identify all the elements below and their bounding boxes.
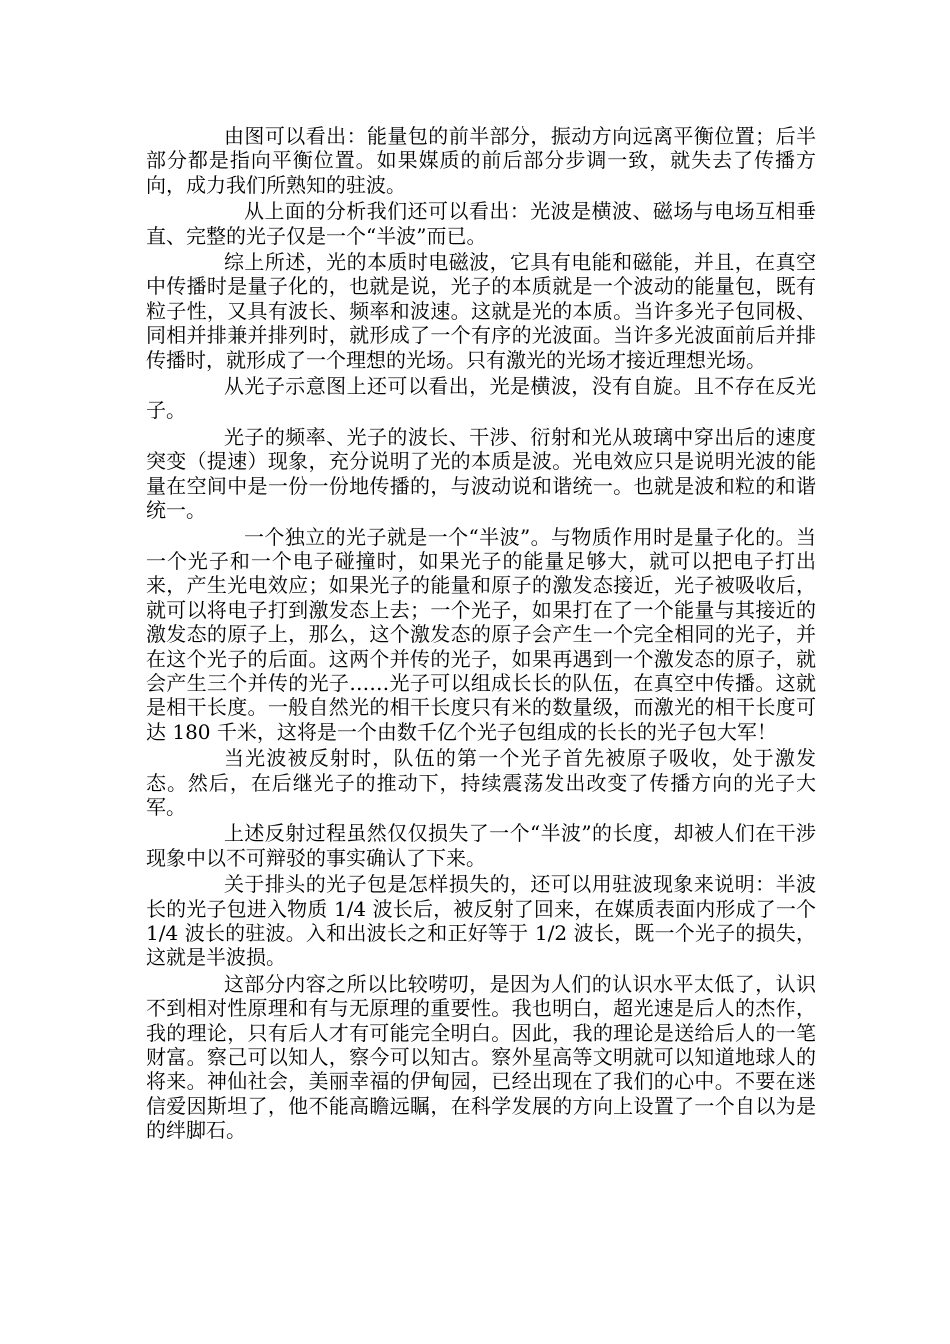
paragraph-5: 光子的频率、光子的波长、干涉、衍射和光从玻璃中穿出后的速度突变（提速）现象，充分说明了光的本质是波。光电效应只是说明光波的能量在空间中是一份一份地传播的，与波动说和谐统一。也就是波和粒的和谐统一。: [146, 424, 816, 523]
paragraph-8: 上述反射过程虽然仅仅损失了一个“半波”的长度，却被人们在干涉现象中以不可辩驳的事实确认了下来。: [146, 821, 816, 870]
paragraph-1: 由图可以看出：能量包的前半部分，振动方向远离平衡位置；后半部分都是指向平衡位置。如果媒质的前后部分步调一致，就失去了传播方向，成力我们所熟知的驻波。: [146, 124, 816, 197]
document-page: [146, 124, 816, 1143]
paragraph-7: 当光波被反射时，队伍的第一个光子首先被原子吸收，处于激发态。然后，在后继光子的推动下，持续震荡发出改变了传播方向的光子大军。: [146, 746, 816, 819]
paragraph-4: 从光子示意图上还可以看出，光是横波，没有自旋。且不存在反光子。: [146, 374, 816, 423]
paragraph-3: 综上所述，光的本质时电磁波，它具有电能和磁能，并且，在真空中传播时是量子化的，也就是说，光子的本质就是一个波动的能量包，既有粒子性，又具有波长、频率和波速。这就是光的本质。当许多光子包同极、同相并排兼并排列时，就形成了一个有序的光波面。当许多光波面前后并排传播时，就形成了一个理想的光场。只有激光的光场才接近理想光场。: [146, 250, 816, 372]
paragraph-9: 关于排头的光子包是怎样损失的，还可以用驻波现象来说明：半波长的光子包进入物质 1/4 波长后，被反射了回来，在媒质表面内形成了一个 1/4 波长的驻波。入和出波长之和正好等于 1/2 波长，既一个光子的损失，这就是半波损。: [146, 872, 816, 970]
paragraph-10: 这部分内容之所以比较唠叨，是因为人们的认识水平太低了，认识不到相对性原理和有与无原理的重要性。我也明白，超光速是后人的杰作，我的理论，只有后人才有可能完全明白。因此，我的理论是送给后人的一笔财富。察己可以知人，察今可以知古。察外星高等文明就可以知道地球人的将来。神仙社会，美丽幸福的伊甸园，已经出现在了我们的心中。不要在迷信爱因斯坦了，他不能高瞻远瞩，在科学发展的方向上设置了一个自以为是的绊脚石。: [146, 971, 816, 1143]
paragraph-6: 一个独立的光子就是一个“半波”。与物质作用时是量子化的。当一个光子和一个电子碰撞时，如果光子的能量足够大，就可以把电子打出来，产生光电效应；如果光子的能量和原子的激发态接近，光子被吸收后，就可以将电子打到激发态上去；一个光子，如果打在了一个能量与其接近的激发态的原子上，那么，这个激发态的原子会产生一个完全相同的光子，并在这个光子的后面。这两个并传的光子，如果再遇到一个激发态的原子，就会产生三个并传的光子……光子可以组成长长的队伍，在真空中传播。这就是相干长度。一般自然光的相干长度只有米的数量级，而激光的相干长度可达 180 千米，这将是一个由数千亿个光子包组成的长长的光子包大军！: [146, 524, 816, 744]
paragraph-2: 从上面的分析我们还可以看出：光波是横波、磁场与电场互相垂直、完整的光子仅是一个“半波”而已。: [146, 199, 816, 248]
